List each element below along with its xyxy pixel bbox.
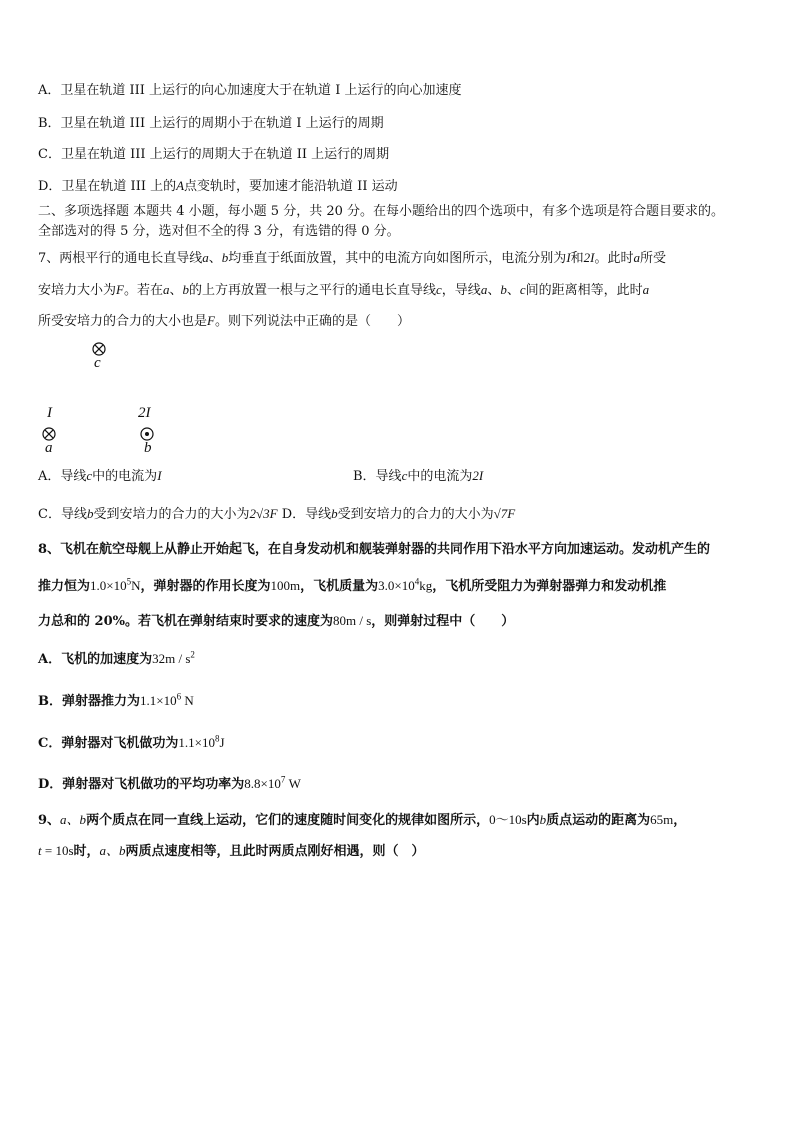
- q7-var-a: a: [480, 282, 488, 297]
- wire-b-current-label: 2I: [138, 405, 151, 421]
- q7-var-b: b: [500, 282, 507, 297]
- q8-text: 推力恒为: [38, 579, 91, 594]
- q7-text: 、: [208, 251, 222, 266]
- q8-option-d-unit: W: [285, 776, 301, 791]
- q7-text: 中的电流为: [407, 469, 473, 484]
- q8-mass-unit: kg: [419, 578, 433, 593]
- q7-text: 、: [169, 283, 183, 298]
- q8-thrust-unit: N: [131, 578, 141, 593]
- q8-mass-exponent: 4: [414, 576, 420, 587]
- wire-c-into-page-icon: [92, 342, 106, 356]
- q8-option-a-value: [152, 651, 195, 666]
- q8-stem-line1: 8、飞机在航空母舰上从静止开始起飞，在自身发动机和舰装弹射器的共同作用下沿水平方向加速运动。发动机产生的: [38, 542, 711, 557]
- q9-text: 两质点速度相等，且此时两质点刚好相遇，则（ ）: [125, 844, 425, 859]
- q8-option-c-exponent: 8: [214, 733, 220, 744]
- q9-text: 时，: [73, 844, 100, 859]
- q8-option-a-base: 32m / s: [152, 651, 191, 666]
- q7-stem-line3: [38, 313, 764, 330]
- q8-text: ，飞机所受阻力为弹射器弹力和发动机推: [432, 579, 667, 594]
- q7-text: 中的电流为: [92, 469, 158, 484]
- wire-a-into-page-icon: [42, 427, 56, 441]
- section2-header-line2: 全部选对的得 5 分，选对但不全的得 3 分，有选错的得 0 分。: [38, 224, 400, 239]
- q7-text: 、: [487, 283, 501, 298]
- q8-option-d-exponent: 7: [280, 774, 286, 785]
- q7-option-c: [38, 507, 278, 522]
- q9-var-t: t: [38, 843, 42, 858]
- q7-text: 受到安培力的合力的大小为: [337, 507, 494, 522]
- q9-text: ，: [673, 813, 687, 828]
- q7-var-i: I: [157, 468, 162, 483]
- q8-option-b-value: [140, 693, 194, 708]
- q7-text: 间的距离相等，此时: [525, 283, 643, 298]
- q8-thrust-exponent: 5: [126, 576, 132, 587]
- q8-mass: [378, 578, 432, 593]
- q7-var-2i: 2I: [472, 468, 484, 483]
- q7-var-f: F: [116, 282, 124, 297]
- q8-option-c: [38, 735, 764, 752]
- q6-option-d-var: A: [176, 178, 185, 193]
- q7-var-a: a: [162, 282, 170, 297]
- q8-speed: 80m / s: [332, 613, 372, 628]
- q8-stem-line2: [38, 578, 764, 595]
- q8-text: C．弹射器对飞机做功为: [38, 736, 179, 751]
- q8-option-c-unit: J: [219, 735, 225, 750]
- q8-text: ，飞机质量为: [300, 579, 379, 594]
- q7-text: 所受: [640, 251, 667, 266]
- q6-option-b: B．卫星在轨道 III 上运行的周期小于在轨道 I 上运行的周期: [38, 116, 384, 131]
- q8-stem-line3: [38, 613, 764, 630]
- q9-text: 质点运动的距离为: [546, 813, 651, 828]
- q7-text: 和: [570, 251, 584, 266]
- q8-thrust-mantissa: 1.0×10: [90, 578, 127, 593]
- q7-options-row2: [38, 506, 764, 523]
- q7-text: 。此时: [594, 251, 634, 266]
- q7-option-a: [38, 469, 162, 484]
- q8-text: ，则弹射过程中（ ）: [371, 614, 515, 629]
- q8-text: B．弹射器推力为: [38, 694, 140, 709]
- q6-option-d: [38, 178, 764, 195]
- q8-option-b: [38, 693, 764, 710]
- q9-text: 9、: [38, 813, 61, 828]
- q9-var-b: b: [539, 812, 547, 827]
- q7-text: 安培力大小为: [38, 283, 117, 298]
- q7-option-d-value: √7F: [493, 506, 516, 521]
- q8-option-b-mantissa: 1.1×10: [140, 693, 177, 708]
- q7-var-b: b: [331, 506, 338, 521]
- q8-text: 力总和的 20%。若飞机在弹射结束时要求的速度为: [38, 614, 333, 629]
- q6-option-c: C．卫星在轨道 III 上运行的周期大于在轨道 II 上运行的周期: [38, 147, 390, 162]
- q9-text: 两个质点在同一直线上运动，它们的速度随时间变化的规律如图所示，: [86, 813, 490, 828]
- q7-var-c: c: [401, 468, 408, 483]
- q7-var-c: c: [519, 282, 526, 297]
- q7-text: B．导线: [353, 469, 402, 484]
- q7-text: ，导线: [441, 283, 481, 298]
- q9-stem-line2: [38, 843, 764, 860]
- q7-option-b: [353, 468, 483, 485]
- q7-text: 。则下列说法中正确的是（ ）: [214, 314, 410, 329]
- q7-var-b: b: [221, 250, 229, 265]
- q7-text: 、: [506, 283, 520, 298]
- q7-var-b: b: [86, 506, 94, 521]
- q7-option-c-value: 2√3F: [249, 506, 278, 521]
- q8-option-a-exponent: 2: [190, 649, 195, 660]
- q8-option-b-unit: N: [181, 693, 194, 708]
- q8-option-c-mantissa: 1.1×10: [178, 735, 215, 750]
- q8-mass-mantissa: 3.0×10: [378, 578, 415, 593]
- q7-var-c: c: [436, 282, 442, 297]
- q9-var-ab: a、b: [99, 843, 126, 858]
- q9-stem-line1: [38, 812, 764, 829]
- q8-option-c-value: [178, 735, 224, 750]
- q7-var-b: b: [182, 282, 189, 297]
- q7-text: D．导线: [281, 507, 332, 522]
- q8-text: D．弹射器对飞机做功的平均功率为: [38, 777, 245, 792]
- wire-a-current-label: I: [47, 405, 52, 421]
- q7-var-f: F: [207, 313, 215, 328]
- q7-options-row1: [38, 468, 764, 485]
- q8-option-b-exponent: 6: [176, 691, 182, 702]
- wire-c-label: c: [94, 355, 101, 371]
- q8-text: ，弹射器的作用长度为: [140, 579, 271, 594]
- q7-var-i: I: [566, 250, 571, 265]
- q8-text: A．飞机的加速度为: [38, 652, 153, 667]
- q7-text: 均垂直于纸面放置，其中的电流方向如图所示，电流分别为: [228, 251, 567, 266]
- q7-var-a: a: [642, 282, 650, 297]
- q8-option-d-mantissa: 8.8×10: [244, 776, 281, 791]
- q7-text: C．导线: [38, 507, 87, 522]
- q7-var-a: a: [633, 250, 641, 265]
- q7-text: 7、两根平行的通电长直导线: [38, 251, 203, 266]
- q7-option-d: [278, 507, 516, 522]
- q9-t-value: = 10s: [41, 843, 74, 858]
- q7-var-a: a: [202, 250, 209, 265]
- wire-a-label: a: [45, 440, 53, 456]
- q7-stem-line1: [38, 250, 764, 267]
- q7-var-c: c: [86, 468, 93, 483]
- q7-text: 受到安培力的合力的大小为: [93, 507, 250, 522]
- section2-header-line1: 二、多项选择题 本题共 4 小题，每小题 5 分，共 20 分。在每小题给出的四个选项中，有多个选项是符合题目要求的。: [38, 204, 725, 219]
- q6-option-a: A．卫星在轨道 III 上运行的向心加速度大于在轨道 I 上运行的向心加速度: [38, 83, 462, 98]
- q7-text: 。若在: [123, 283, 163, 298]
- q9-text: 内: [526, 813, 540, 828]
- q7-stem-line2: [38, 282, 764, 299]
- q8-option-d-value: [244, 776, 301, 791]
- q6-option-d-prefix: D．卫星在轨道 III 上的: [38, 179, 177, 194]
- q9-distance: 65m: [650, 812, 674, 827]
- q6-option-d-suffix: 点变轨时，要加速才能沿轨道 II 运动: [184, 179, 398, 194]
- wire-b-label: b: [144, 440, 152, 456]
- q7-var-2i: 2I: [583, 250, 595, 265]
- q7-text: 所受安培力的合力的大小也是: [38, 314, 208, 329]
- q8-length: 100m: [270, 578, 301, 593]
- q8-option-d: [38, 776, 764, 793]
- wire-b-out-of-page-icon: [140, 427, 154, 441]
- q8-option-a: [38, 651, 764, 668]
- q9-time-range: 0～10s: [489, 812, 527, 827]
- q7-text: A．导线: [38, 469, 87, 484]
- q7-text: 的上方再放置一根与之平行的通电长直导线: [189, 283, 437, 298]
- q8-thrust: [90, 578, 140, 593]
- q9-var-ab: a、b: [60, 812, 87, 827]
